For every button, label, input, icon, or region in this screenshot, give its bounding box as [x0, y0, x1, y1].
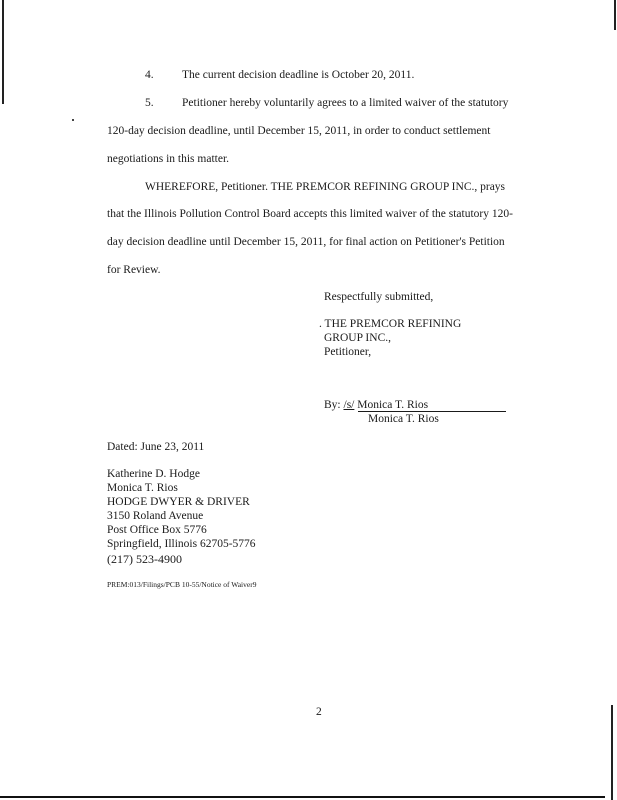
party-name-line: . THE PREMCOR REFINING	[319, 318, 462, 330]
scan-edge-mark	[611, 705, 613, 800]
file-reference: PREM:013/Filings/PCB 10-55/Notice of Waiver9	[107, 580, 257, 589]
scan-speck	[72, 119, 74, 121]
paragraph-5-number: 5.	[145, 97, 154, 109]
counsel-line: HODGE DWYER & DRIVER	[107, 496, 250, 508]
party-role: Petitioner,	[324, 346, 372, 358]
counsel-line: Katherine D. Hodge	[107, 468, 200, 480]
signature-name: Monica T. Rios	[357, 399, 429, 411]
paragraph-5-line: negotiations in this matter.	[107, 153, 230, 165]
page-number: 2	[316, 706, 322, 718]
wherefore-line: for Review.	[107, 264, 161, 276]
paragraph-4-text: The current decision deadline is October 20, 2011.	[182, 69, 415, 81]
scan-edge-mark	[614, 0, 616, 30]
closing-text: Respectfully submitted,	[324, 291, 434, 303]
counsel-line: Post Office Box 5776	[107, 524, 207, 536]
counsel-line: Springfield, Illinois 62705-5776	[107, 538, 256, 550]
signature-rule	[358, 411, 506, 412]
paragraph-5-line: 120-day decision deadline, until December 15, 2011, in order to conduct settlement	[107, 125, 491, 137]
wherefore-line: WHEREFORE, Petitioner. THE PREMCOR REFINING GROUP INC., prays	[145, 181, 506, 193]
signer-name: Monica T. Rios	[368, 413, 439, 425]
scan-edge-mark	[0, 796, 605, 798]
wherefore-line: that the Illinois Pollution Control Board accepts this limited waiver of the statutory 120-	[107, 208, 513, 220]
wherefore-line: day decision deadline until December 15, 2011, for final action on Petitioner's Petition	[107, 236, 505, 248]
scan-edge-mark	[2, 0, 4, 104]
by-label: By:	[324, 399, 341, 411]
paragraph-5-line: Petitioner hereby voluntarily agrees to a limited waiver of the statutory	[182, 97, 509, 109]
dated-line: Dated: June 23, 2011	[107, 441, 205, 453]
signature-mark: /s/	[343, 399, 355, 411]
counsel-line: 3150 Roland Avenue	[107, 510, 204, 522]
counsel-phone: (217) 523-4900	[107, 552, 182, 566]
counsel-line: Monica T. Rios	[107, 482, 178, 494]
party-name-line: GROUP INC.,	[324, 332, 391, 344]
signature-line	[324, 399, 428, 411]
paragraph-4-number: 4.	[145, 69, 154, 81]
